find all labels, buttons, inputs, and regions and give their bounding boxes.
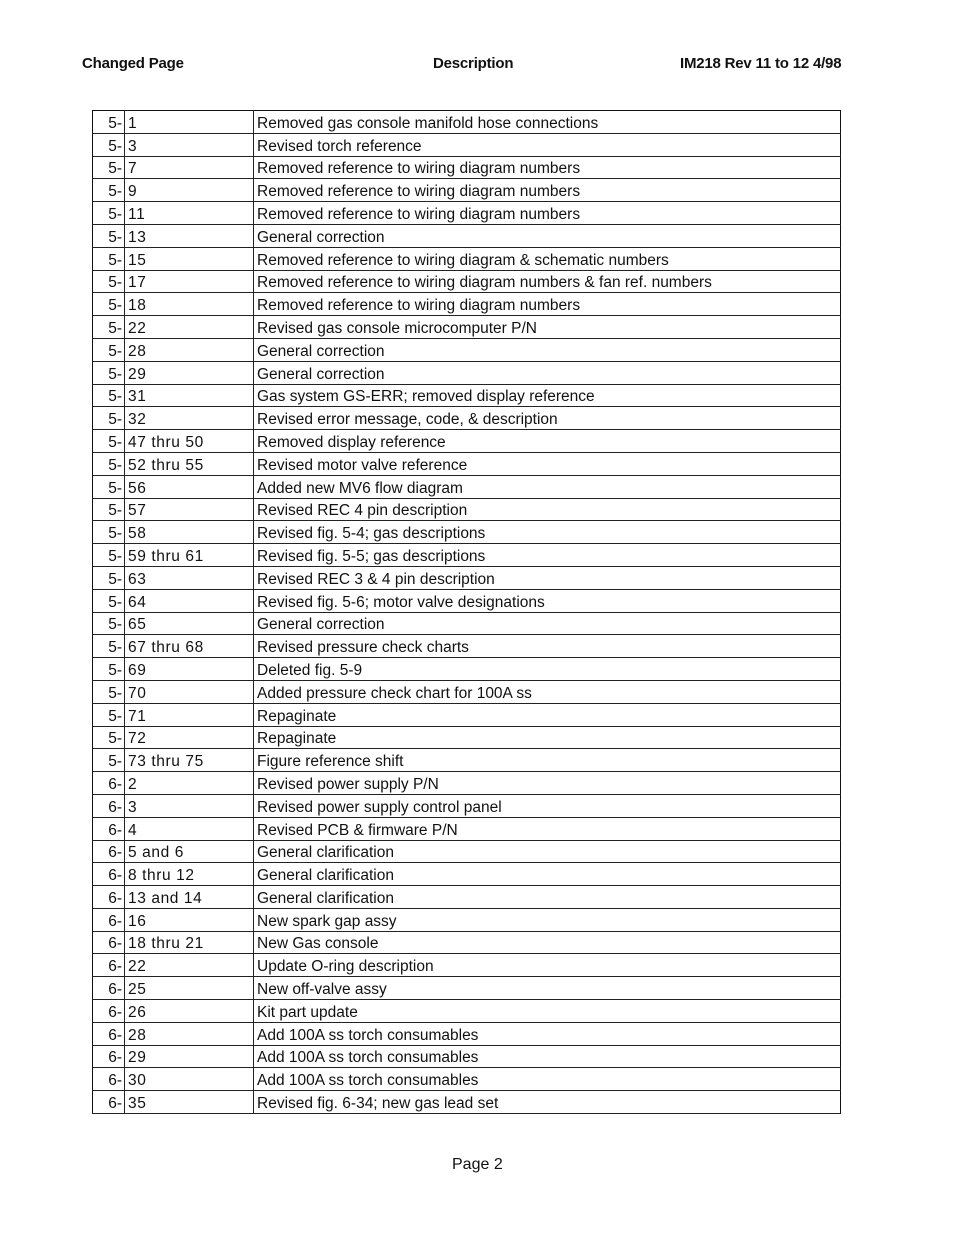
description-cell: General correction	[254, 612, 841, 635]
description-cell: General correction	[254, 361, 841, 384]
page-cell: 31	[125, 384, 254, 407]
table-row	[93, 954, 841, 977]
section-cell: 6-	[93, 886, 125, 909]
section-cell: 6-	[93, 863, 125, 886]
description-cell: Removed reference to wiring diagram & schematic numbers	[254, 247, 841, 270]
description-cell: New off-valve assy	[254, 977, 841, 1000]
page-cell: 16	[125, 908, 254, 931]
table-row	[93, 544, 841, 567]
table-row	[93, 407, 841, 430]
table-row	[93, 452, 841, 475]
description-cell: General correction	[254, 224, 841, 247]
section-cell: 5-	[93, 407, 125, 430]
page-cell: 3	[125, 794, 254, 817]
section-cell: 5-	[93, 361, 125, 384]
page-cell: 17	[125, 270, 254, 293]
table-row	[93, 840, 841, 863]
section-cell: 5-	[93, 430, 125, 453]
page-cell: 64	[125, 589, 254, 612]
description-cell: Revised pressure check charts	[254, 635, 841, 658]
section-cell: 6-	[93, 794, 125, 817]
section-cell: 5-	[93, 749, 125, 772]
table-row	[93, 863, 841, 886]
description-cell: Revised fig. 5-5; gas descriptions	[254, 544, 841, 567]
section-cell: 5-	[93, 156, 125, 179]
section-cell: 5-	[93, 498, 125, 521]
page-cell: 2	[125, 772, 254, 795]
page-cell: 22	[125, 954, 254, 977]
section-cell: 6-	[93, 1022, 125, 1045]
table-row	[93, 270, 841, 293]
description-cell: Revised error message, code, & description	[254, 407, 841, 430]
description-cell: Removed reference to wiring diagram numbers	[254, 156, 841, 179]
table-row	[93, 817, 841, 840]
section-cell: 5-	[93, 316, 125, 339]
table-row	[93, 612, 841, 635]
description-cell: Revised REC 4 pin description	[254, 498, 841, 521]
page-cell: 69	[125, 658, 254, 681]
table-row	[93, 703, 841, 726]
description-cell: Removed reference to wiring diagram numbers & fan ref. numbers	[254, 270, 841, 293]
section-cell: 6-	[93, 977, 125, 1000]
description-cell: Revised torch reference	[254, 133, 841, 156]
description-cell: General clarification	[254, 840, 841, 863]
description-cell: Revised power supply P/N	[254, 772, 841, 795]
table-row	[93, 658, 841, 681]
description-cell: Figure reference shift	[254, 749, 841, 772]
description-cell: Gas system GS-ERR; removed display reference	[254, 384, 841, 407]
page-cell: 47 thru 50	[125, 430, 254, 453]
description-cell: Add 100A ss torch consumables	[254, 1045, 841, 1068]
table-row	[93, 794, 841, 817]
section-cell: 5-	[93, 635, 125, 658]
changes-table	[92, 110, 841, 1114]
page-cell: 18 thru 21	[125, 931, 254, 954]
table-row	[93, 521, 841, 544]
changes-table-body	[93, 111, 841, 1114]
table-row	[93, 908, 841, 931]
page-cell: 28	[125, 338, 254, 361]
description-cell: Repaginate	[254, 703, 841, 726]
table-row	[93, 635, 841, 658]
description-cell: Add 100A ss torch consumables	[254, 1022, 841, 1045]
section-cell: 5-	[93, 247, 125, 270]
description-cell: Removed reference to wiring diagram numbers	[254, 202, 841, 225]
section-cell: 5-	[93, 452, 125, 475]
description-cell: Removed gas console manifold hose connections	[254, 111, 841, 134]
section-cell: 6-	[93, 772, 125, 795]
section-cell: 6-	[93, 1068, 125, 1091]
table-row	[93, 886, 841, 909]
table-row	[93, 931, 841, 954]
description-cell: Removed display reference	[254, 430, 841, 453]
section-cell: 6-	[93, 1091, 125, 1114]
page-cell: 4	[125, 817, 254, 840]
page-cell: 30	[125, 1068, 254, 1091]
description-cell: Add 100A ss torch consumables	[254, 1068, 841, 1091]
section-cell: 5-	[93, 338, 125, 361]
table-row	[93, 384, 841, 407]
page-cell: 3	[125, 133, 254, 156]
section-cell: 6-	[93, 954, 125, 977]
section-cell: 5-	[93, 179, 125, 202]
description-cell: Revised power supply control panel	[254, 794, 841, 817]
table-row	[93, 726, 841, 749]
page-cell: 58	[125, 521, 254, 544]
page-cell: 65	[125, 612, 254, 635]
description-cell: Added pressure check chart for 100A ss	[254, 680, 841, 703]
page-cell: 71	[125, 703, 254, 726]
description-cell: General clarification	[254, 886, 841, 909]
table-row	[93, 1091, 841, 1114]
table-row	[93, 1045, 841, 1068]
description-cell: Revised gas console microcomputer P/N	[254, 316, 841, 339]
description-cell: Revised fig. 5-4; gas descriptions	[254, 521, 841, 544]
section-cell: 5-	[93, 658, 125, 681]
section-cell: 5-	[93, 293, 125, 316]
description-cell: Revised PCB & firmware P/N	[254, 817, 841, 840]
page-cell: 25	[125, 977, 254, 1000]
description-cell: General clarification	[254, 863, 841, 886]
table-row	[93, 1068, 841, 1091]
table-row	[93, 111, 841, 134]
page-cell: 5 and 6	[125, 840, 254, 863]
section-cell: 5-	[93, 703, 125, 726]
section-cell: 5-	[93, 521, 125, 544]
table-row	[93, 498, 841, 521]
table-row	[93, 475, 841, 498]
description-cell: Deleted fig. 5-9	[254, 658, 841, 681]
section-cell: 5-	[93, 133, 125, 156]
page-cell: 63	[125, 566, 254, 589]
table-row	[93, 338, 841, 361]
page-cell: 13	[125, 224, 254, 247]
table-row	[93, 224, 841, 247]
page-cell: 29	[125, 1045, 254, 1068]
description-cell: New spark gap assy	[254, 908, 841, 931]
section-cell: 5-	[93, 566, 125, 589]
section-cell: 5-	[93, 224, 125, 247]
table-row	[93, 293, 841, 316]
page-cell: 7	[125, 156, 254, 179]
description-cell: Revised REC 3 & 4 pin description	[254, 566, 841, 589]
page-cell: 28	[125, 1022, 254, 1045]
description-cell: New Gas console	[254, 931, 841, 954]
section-cell: 6-	[93, 1045, 125, 1068]
page-cell: 35	[125, 1091, 254, 1114]
section-cell: 5-	[93, 202, 125, 225]
page-cell: 67 thru 68	[125, 635, 254, 658]
section-cell: 5-	[93, 111, 125, 134]
page-cell: 1	[125, 111, 254, 134]
description-cell: Repaginate	[254, 726, 841, 749]
table-row	[93, 772, 841, 795]
table-row	[93, 566, 841, 589]
table-row	[93, 430, 841, 453]
table-row	[93, 133, 841, 156]
section-cell: 5-	[93, 384, 125, 407]
page-cell: 72	[125, 726, 254, 749]
table-row	[93, 977, 841, 1000]
page-cell: 52 thru 55	[125, 452, 254, 475]
page-cell: 29	[125, 361, 254, 384]
table-row	[93, 1022, 841, 1045]
section-cell: 5-	[93, 589, 125, 612]
table-row	[93, 247, 841, 270]
table-row	[93, 156, 841, 179]
page-cell: 15	[125, 247, 254, 270]
section-cell: 5-	[93, 544, 125, 567]
section-cell: 5-	[93, 270, 125, 293]
description-cell: Revised motor valve reference	[254, 452, 841, 475]
description-cell: Revised fig. 5-6; motor valve designations	[254, 589, 841, 612]
page-cell: 11	[125, 202, 254, 225]
table-row	[93, 680, 841, 703]
section-cell: 5-	[93, 726, 125, 749]
section-cell: 6-	[93, 1000, 125, 1023]
page-cell: 70	[125, 680, 254, 703]
description-cell: Kit part update	[254, 1000, 841, 1023]
description-cell: General correction	[254, 338, 841, 361]
section-cell: 5-	[93, 680, 125, 703]
description-cell: Removed reference to wiring diagram numbers	[254, 179, 841, 202]
table-row	[93, 202, 841, 225]
page-cell: 8 thru 12	[125, 863, 254, 886]
description-cell: Update O-ring description	[254, 954, 841, 977]
page-cell: 59 thru 61	[125, 544, 254, 567]
page-cell: 57	[125, 498, 254, 521]
section-cell: 6-	[93, 840, 125, 863]
table-row	[93, 179, 841, 202]
table-row	[93, 1000, 841, 1023]
description-cell: Removed reference to wiring diagram numbers	[254, 293, 841, 316]
header-description: Description	[433, 55, 514, 72]
page-cell: 18	[125, 293, 254, 316]
page-cell: 22	[125, 316, 254, 339]
description-cell: Revised fig. 6-34; new gas lead set	[254, 1091, 841, 1114]
table-row	[93, 589, 841, 612]
header-document-revision: IM218 Rev 11 to 12 4/98	[680, 55, 842, 72]
table-row	[93, 361, 841, 384]
page-cell: 13 and 14	[125, 886, 254, 909]
page-cell: 9	[125, 179, 254, 202]
section-cell: 6-	[93, 817, 125, 840]
header-changed-page: Changed Page	[82, 55, 184, 72]
section-cell: 6-	[93, 908, 125, 931]
description-cell: Added new MV6 flow diagram	[254, 475, 841, 498]
section-cell: 5-	[93, 612, 125, 635]
page-cell: 32	[125, 407, 254, 430]
section-cell: 5-	[93, 475, 125, 498]
table-row	[93, 316, 841, 339]
page-cell: 73 thru 75	[125, 749, 254, 772]
table-row	[93, 749, 841, 772]
section-cell: 6-	[93, 931, 125, 954]
page-number: Page 2	[452, 1156, 503, 1173]
page-cell: 56	[125, 475, 254, 498]
page-cell: 26	[125, 1000, 254, 1023]
